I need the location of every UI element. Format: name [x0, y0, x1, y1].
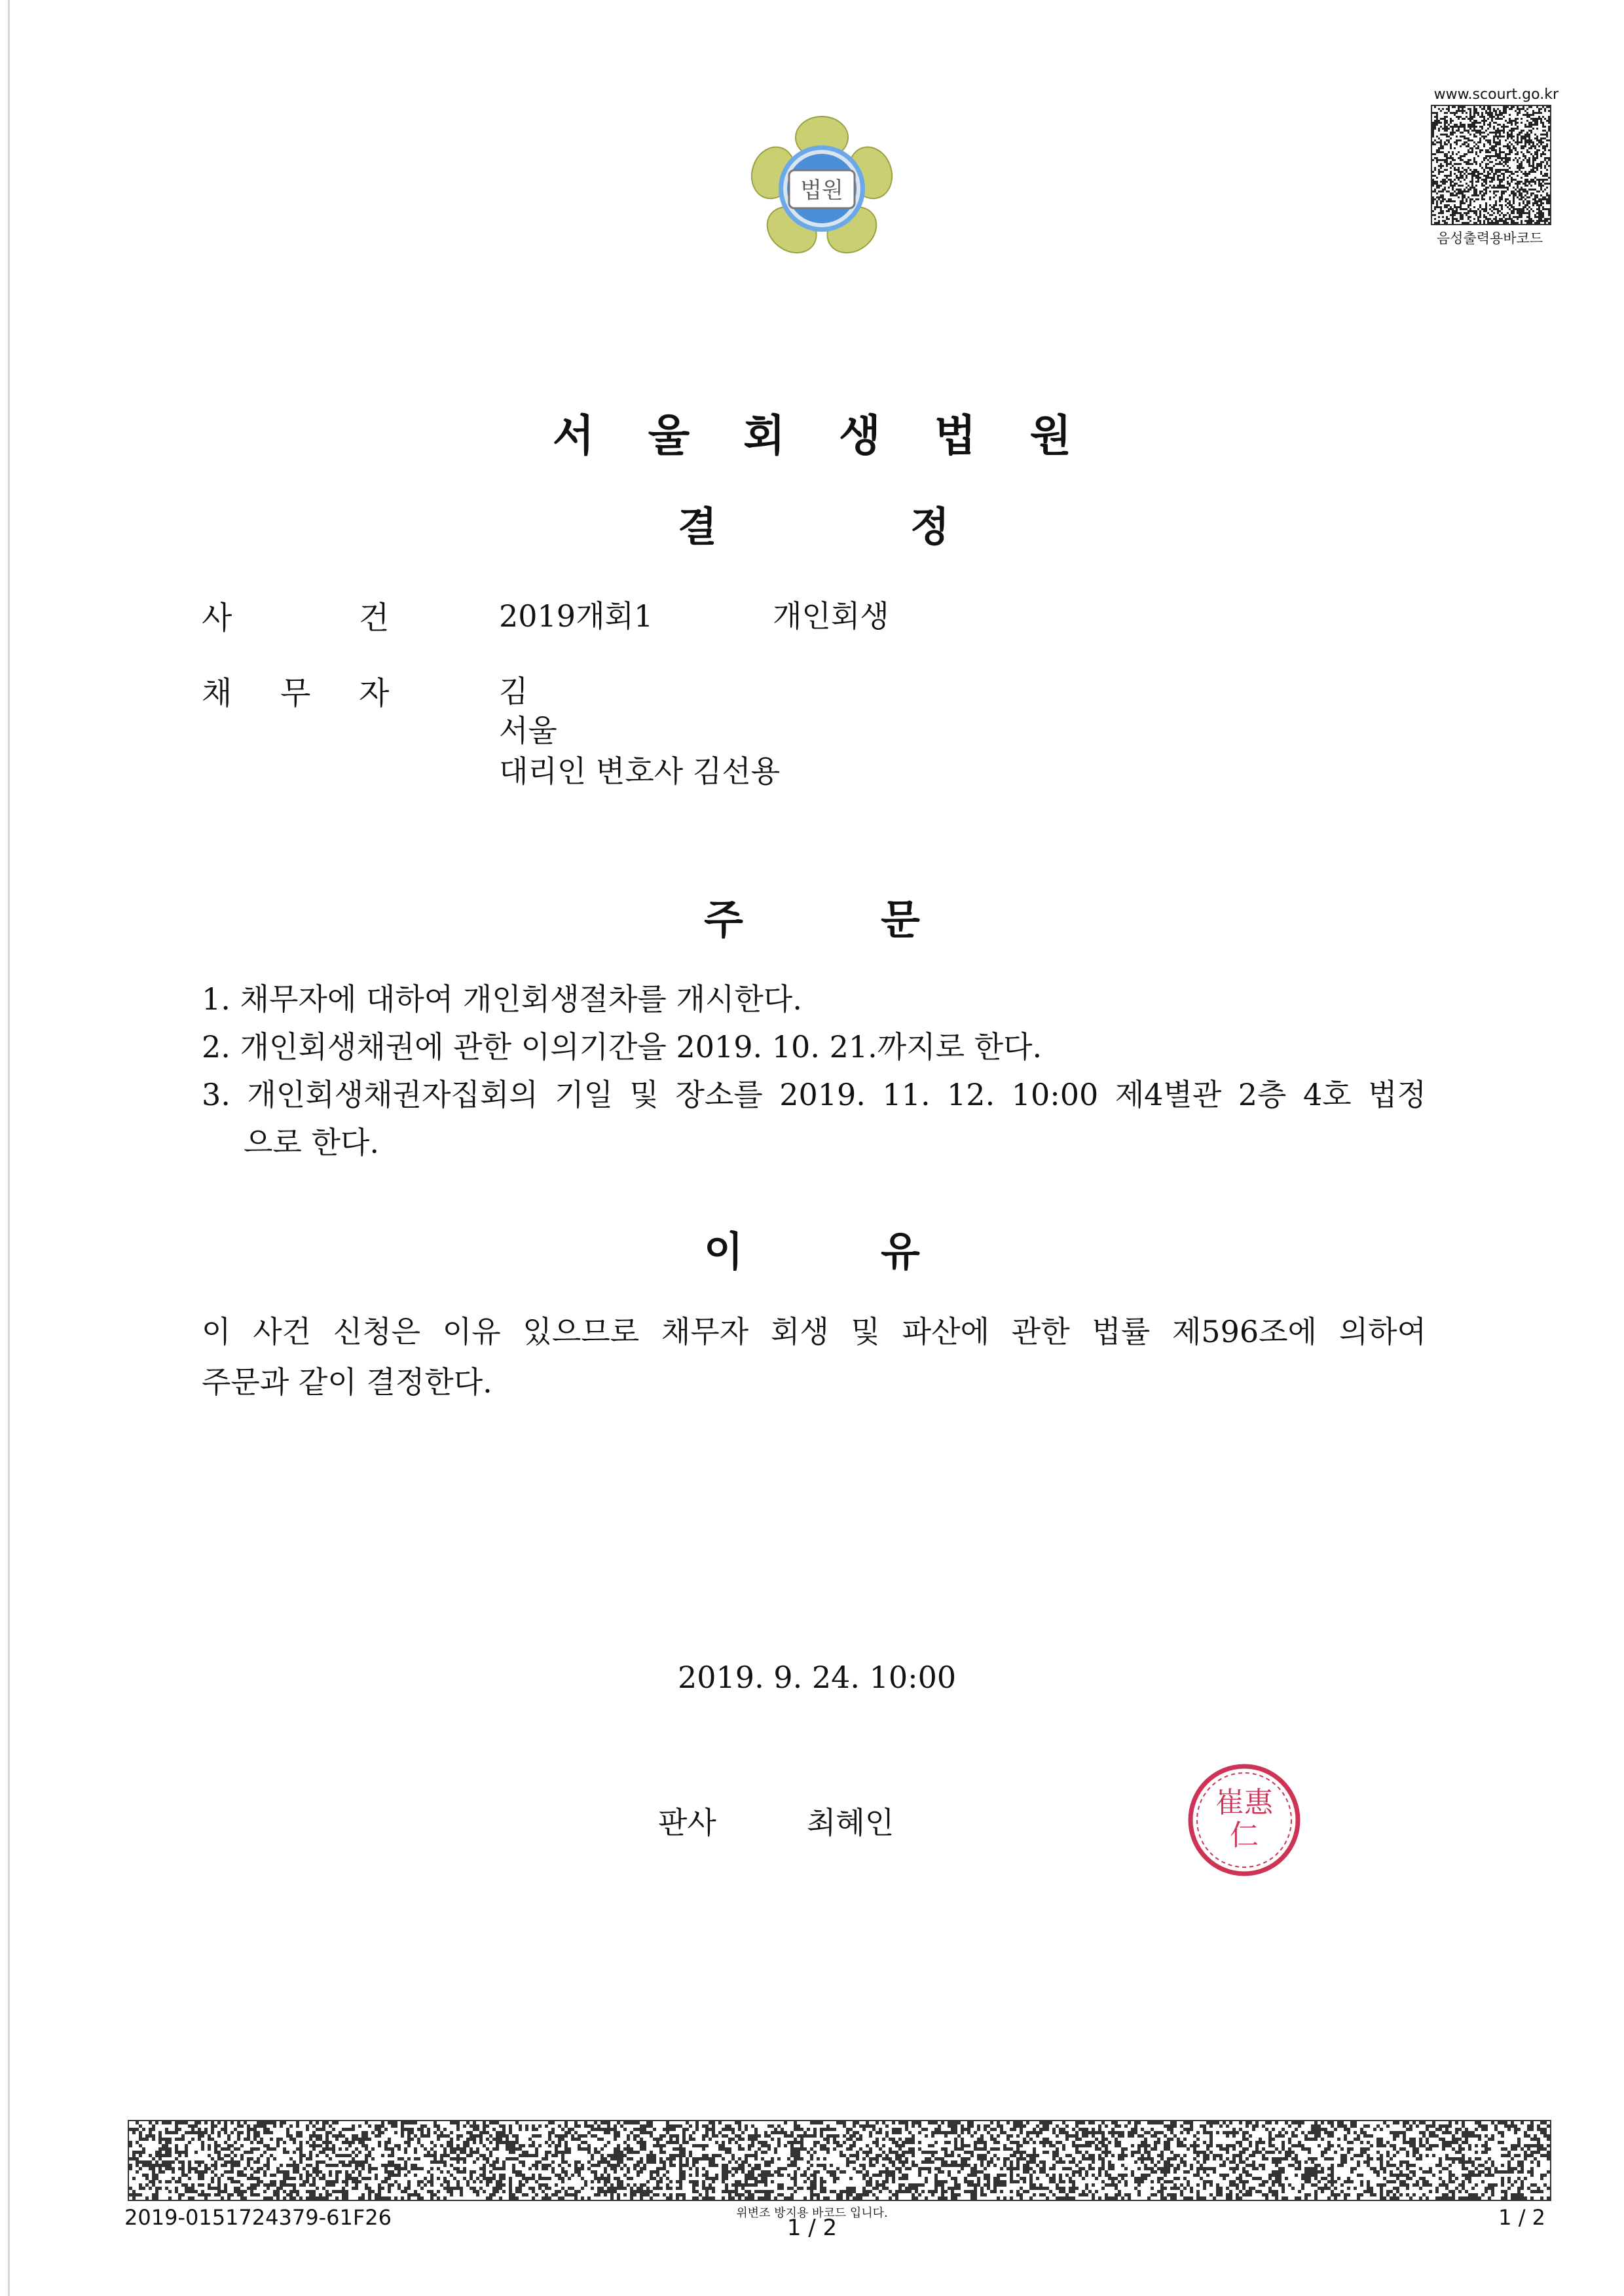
reason-heading-char-1: 이 [704, 1228, 743, 1275]
svg-text:崔惠: 崔惠 [1215, 1786, 1273, 1819]
judge-title: 판사 [658, 1805, 716, 1840]
debtor-name: 김 [499, 674, 528, 709]
debtor-representative: 대리인 변호사 김선용 [499, 754, 781, 789]
debtor-label-char-1: 채 [202, 675, 232, 712]
reason-line-1: 이 사건 신청은 이유 있으므로 채무자 회생 및 파산에 관한 법률 제596조에 의하여 [202, 1314, 1426, 1349]
judge-name: 최혜인 [807, 1805, 895, 1840]
qr-code-icon [1431, 105, 1551, 225]
decision-date: 2019. 9. 24. 10:00 [678, 1660, 957, 1695]
page-number-right: 1 / 2 [1498, 2205, 1545, 2230]
judge-seal-icon [1185, 1761, 1303, 1879]
court-emblem-icon [730, 105, 913, 275]
emblem-label: 법원 [800, 177, 843, 204]
case-number: 2019개회1 [499, 598, 654, 634]
reason-line-2: 주문과 같이 결정한다. [202, 1364, 492, 1400]
qr-label: 음성출력용바코드 [1436, 230, 1543, 246]
svg-text:仁: 仁 [1230, 1819, 1259, 1852]
order-heading-char-2: 문 [881, 896, 920, 943]
anti-forgery-note: 위변조 방지용 바코드 입니다. [736, 2206, 888, 2220]
order-item-3-continued: 으로 한다. [244, 1125, 379, 1160]
order-item-2: 2. 개인회생채권에 관한 이의기간을 2019. 10. 21.까지로 한다. [202, 1029, 1043, 1065]
document-id: 2019-0151724379-61F26 [124, 2205, 392, 2230]
doc-type-second: 정 [910, 503, 950, 551]
debtor-address: 서울 [499, 713, 557, 748]
reason-heading-char-2: 유 [881, 1228, 920, 1275]
case-label-char-1: 사 [202, 600, 232, 636]
anti-forgery-barcode [128, 2120, 1551, 2201]
qr-url: www.scourt.go.kr [1433, 86, 1559, 103]
page-number-center: 1 / 2 [786, 2215, 838, 2241]
order-item-3: 3. 개인회생채권자집회의 기일 및 장소를 2019. 11. 12. 10:00 제4별관 2층 4호 법정 [202, 1077, 1426, 1112]
case-label-char-2: 건 [359, 600, 390, 636]
debtor-label-char-3: 자 [359, 675, 390, 712]
court-title: 서울회생법원 [552, 410, 1126, 461]
case-name: 개인회생 [773, 598, 889, 634]
order-heading-char-1: 주 [704, 896, 743, 943]
doc-type-first: 결 [678, 503, 717, 551]
debtor-label-char-2: 무 [280, 675, 311, 712]
order-item-1: 1. 채무자에 대하여 개인회생절차를 개시한다. [202, 981, 802, 1017]
scan-edge [8, 0, 10, 2296]
